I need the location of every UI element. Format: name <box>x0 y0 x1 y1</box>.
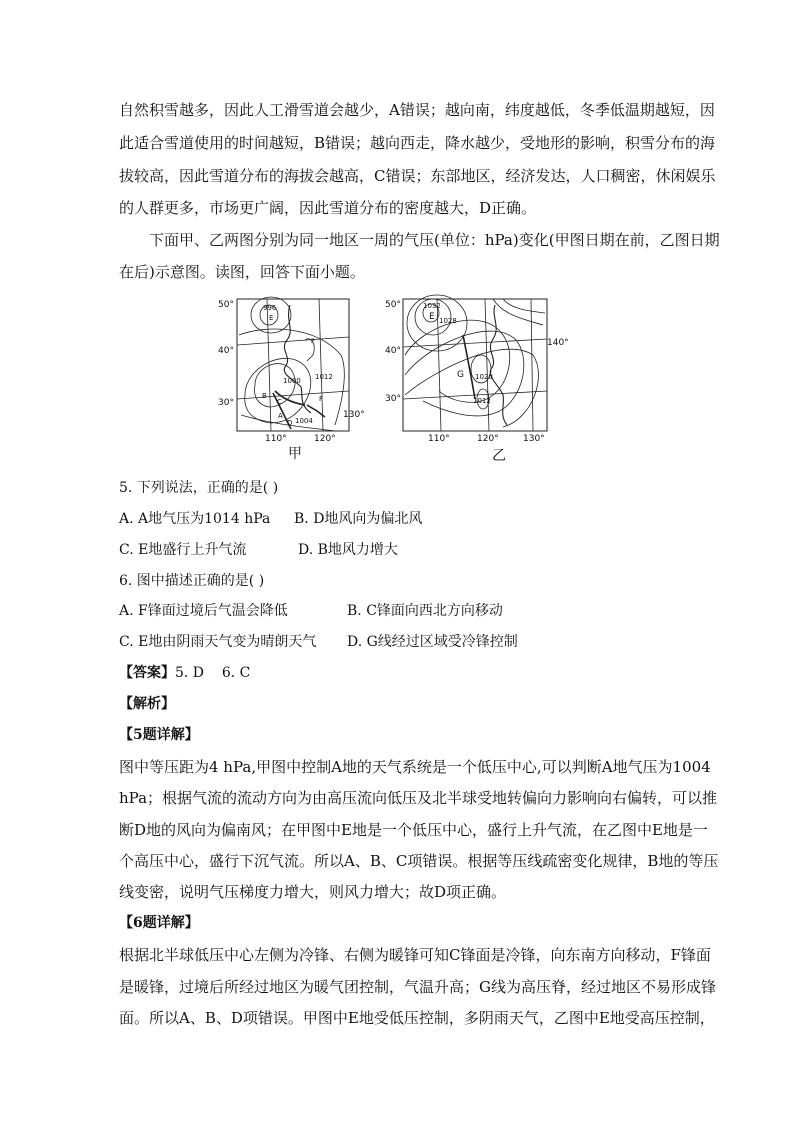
option-d: D. G线经过区域受冷锋控制 <box>347 634 518 650</box>
answer-value: 5. D 6. C <box>175 665 251 681</box>
text-line: 下面甲、乙两图分别为同一地区一周的气压(单位：hPa)变化(甲图日期在前，乙图日期 <box>149 231 720 249</box>
analysis-label: 【解析】 <box>119 696 175 712</box>
text-line: 面。所以A、B、D项错误。甲图中E地受低压控制，多阴雨天气，乙图中E地受高压控制， <box>119 1009 715 1027</box>
svg-text:P: P <box>311 338 315 345</box>
isobar-label: 1012 <box>315 373 333 381</box>
text-line: 在后)示意图。读图，回答下面小题。 <box>119 263 365 281</box>
option-b: B. D地风向为偏北风 <box>294 511 423 527</box>
text-line: 线变密，说明气压梯度力增大，则风力增大；故D项正确。 <box>119 883 507 901</box>
text-line: 自然积雪越多，因此人工滑雪道会越少，A错误；越向南，纬度越低，冬季低温期越短，因 <box>119 101 715 119</box>
map-yi-caption: 乙 <box>492 448 506 464</box>
question-stem: 5. 下列说法，正确的是( ) <box>119 480 279 496</box>
lat-label: 30° <box>385 394 401 404</box>
point-label: B <box>262 392 267 400</box>
lon-label: 110° <box>428 434 450 444</box>
option-c: C. E地盛行上升气流 <box>119 542 247 558</box>
option-a: A. F锋面过境后气温会降低 <box>119 603 288 619</box>
map-jia-caption: 甲 <box>288 446 302 462</box>
text-line: 的人群更多，市场更广阔，因此雪道分布的密度越大，D正确。 <box>119 199 537 217</box>
text-line: hPa；根据气流的流动方向为由高压流向低压及北半球受地转偏向力影响向右偏转，可以推 <box>119 789 718 807</box>
lon-label: 130° <box>343 410 365 420</box>
lat-label: 50° <box>385 300 401 310</box>
text-line: 拔较高，因此雪道分布的海拔会越高，C错误；东部地区，经济发达，人口稠密，休闲娱乐 <box>119 167 716 185</box>
point-label: E <box>269 314 274 322</box>
point-label: G <box>457 370 464 380</box>
point-label: C <box>277 398 282 406</box>
isobar-label: 996 <box>263 304 277 312</box>
text-line: 此适合雪道使用的时间越短，B错误；越向西走，降水越少，受地形的影响，积雪分布的海 <box>119 134 716 152</box>
question-stem: 6. 图中描述正确的是( ) <box>119 573 265 589</box>
lat-label: 40° <box>385 346 401 356</box>
point-label: F <box>319 395 324 403</box>
isobar-label: 1020 <box>475 373 493 381</box>
isobar-label: 1012 <box>473 397 491 405</box>
option-a: A. A地气压为1014 hPa <box>119 511 271 527</box>
point-label: D <box>287 419 293 427</box>
text-line: 图中等压距为4 hPa,甲图中控制A地的天气系统是一个低压中心,可以判断A地气压为1004 <box>119 758 711 776</box>
lat-label: 30° <box>218 398 234 408</box>
detail-6-label: 【6题详解】 <box>119 915 199 931</box>
isobar-label: 1000 <box>283 377 301 385</box>
option-d: D. B地风力增大 <box>298 542 398 558</box>
lon-label: 120° <box>314 434 336 444</box>
isobar-label: 1028 <box>439 317 457 325</box>
answer-label: 【答案】 <box>119 665 175 681</box>
lon-label: 130° <box>523 434 545 444</box>
lat-label: 50° <box>218 300 234 310</box>
isobar-label: 1032 <box>423 302 441 310</box>
isobar-label: 1004 <box>295 417 313 425</box>
map-jia <box>215 295 365 445</box>
option-c: C. E地由阴雨天气变为晴朗天气 <box>119 634 317 650</box>
detail-5-label: 【5题详解】 <box>119 727 199 743</box>
text-line: 根据北半球低压中心左侧为冷锋、右侧为暖锋可知C锋面是冷锋，向东南方向移动，F锋面 <box>119 946 711 964</box>
answer-line <box>119 663 250 683</box>
map-yi <box>383 295 569 445</box>
text-line: 断D地的风向为偏南风；在甲图中E地是一个低压中心，盛行上升气流，在乙图中E地是一 <box>119 821 708 839</box>
lon-label: 120° <box>477 434 499 444</box>
point-label: A <box>278 412 283 420</box>
lon-label: 110° <box>265 434 287 444</box>
text-line: 是暖锋，过境后所经过地区为暖气团控制，气温升高；G线为高压脊，经过地区不易形成锋 <box>119 978 716 996</box>
lat-label: 40° <box>218 346 234 356</box>
text-line: 个高压中心，盛行下沉气流。所以A、B、C项错误。根据等压线疏密变化规律，B地的等压 <box>119 852 719 870</box>
lon-label: 140° <box>547 338 569 348</box>
point-label: E <box>429 312 435 322</box>
option-b: B. C锋面向西北方向移动 <box>347 603 503 619</box>
